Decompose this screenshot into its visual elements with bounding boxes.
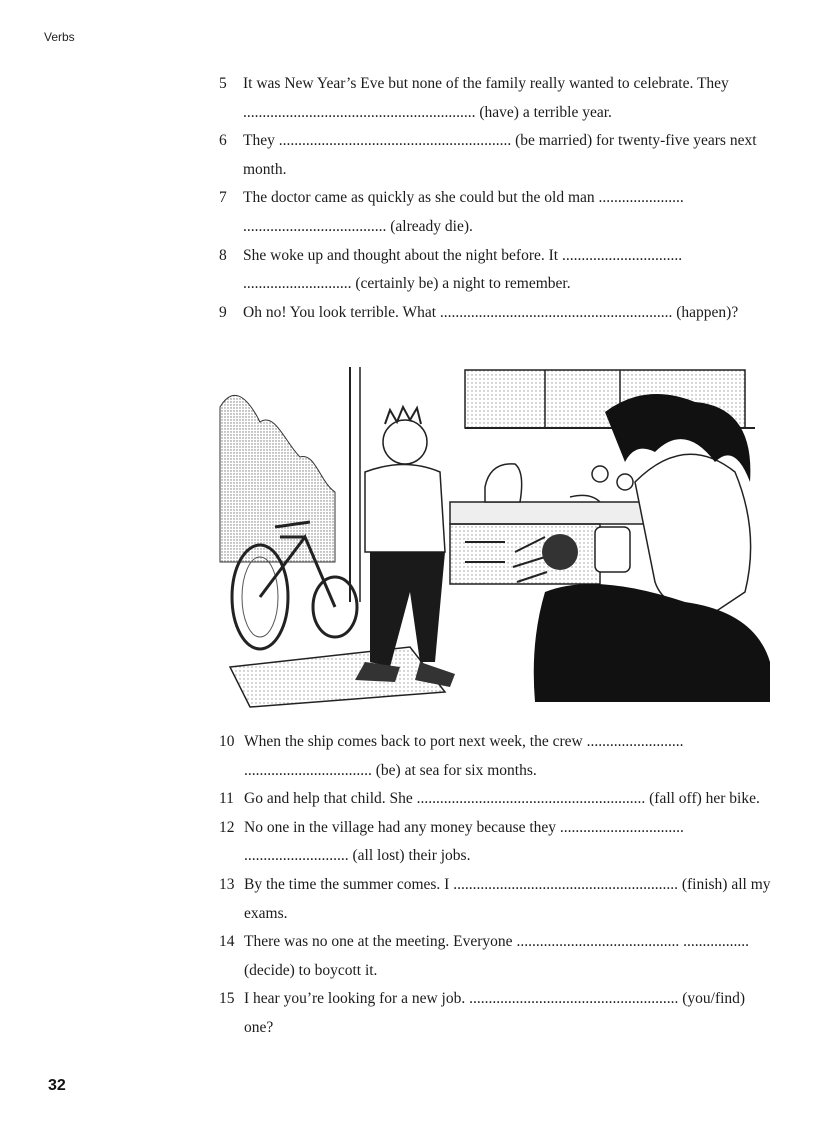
exercise-text: When the ship comes back to port next week, the crew ......................... ................................. (be) at sea for six months. — [244, 733, 684, 779]
cartoon-injured-boy-icon — [215, 362, 770, 712]
cartoon-illustration — [215, 362, 770, 712]
exercise-text: By the time the summer comes. I .......................................................... (finish) all my exams. — [244, 875, 771, 922]
exercise-item — [219, 871, 771, 928]
exercise-number: 9 — [219, 303, 227, 321]
exercise-list-bottom — [219, 728, 771, 1043]
exercise-item — [219, 299, 771, 328]
exercise-number: 13 — [219, 875, 235, 893]
exercise-number: 14 — [219, 933, 235, 951]
exercise-number: 11 — [219, 790, 234, 808]
exercise-number: 8 — [219, 246, 227, 264]
page-number: 32 — [48, 1077, 66, 1094]
exercise-number: 5 — [219, 75, 227, 92]
exercise-text: It was New Year’s Eve but none of the family really wanted to celebrate. They ............................................................ (have) a terrible year. — [243, 75, 729, 121]
exercise-text: The doctor came as quickly as she could but the old man ...................... ..................................... (already die). — [243, 189, 684, 235]
exercise-text: There was no one at the meeting. Everyone .......................................... ................. (decide) to boycott it. — [244, 933, 749, 979]
exercise-item — [219, 242, 771, 299]
exercise-text: Oh no! You look terrible. What ............................................................ (happen)? — [243, 303, 739, 321]
exercise-item — [219, 928, 771, 985]
exercise-item — [219, 814, 771, 871]
exercise-text: They ............................................................ (be married) for twenty-five years next month. — [243, 132, 757, 178]
exercise-item — [219, 785, 771, 814]
exercise-item — [219, 985, 771, 1042]
exercise-text: I hear you’re looking for a new job. ...................................................... (you/find) one? — [244, 990, 746, 1036]
exercise-item — [219, 728, 771, 785]
exercise-number: 10 — [219, 733, 235, 750]
exercise-item — [219, 184, 771, 241]
exercise-number: 7 — [219, 189, 227, 207]
exercise-list-top — [219, 70, 771, 327]
exercise-item — [219, 70, 771, 127]
exercise-number: 12 — [219, 818, 235, 836]
exercise-number: 15 — [219, 990, 235, 1008]
exercise-text: No one in the village had any money because they ................................ ........................... (all lost) their jobs. — [244, 818, 684, 865]
exercise-text: She woke up and thought about the night before. It ............................... ............................ (certainly be) a night to remember. — [243, 246, 683, 293]
running-header: Verbs — [44, 30, 75, 44]
exercise-text: Go and help that child. She ........................................................... (fall off) her bike. — [244, 790, 760, 808]
exercise-item — [219, 127, 771, 184]
exercise-number: 6 — [219, 132, 227, 150]
